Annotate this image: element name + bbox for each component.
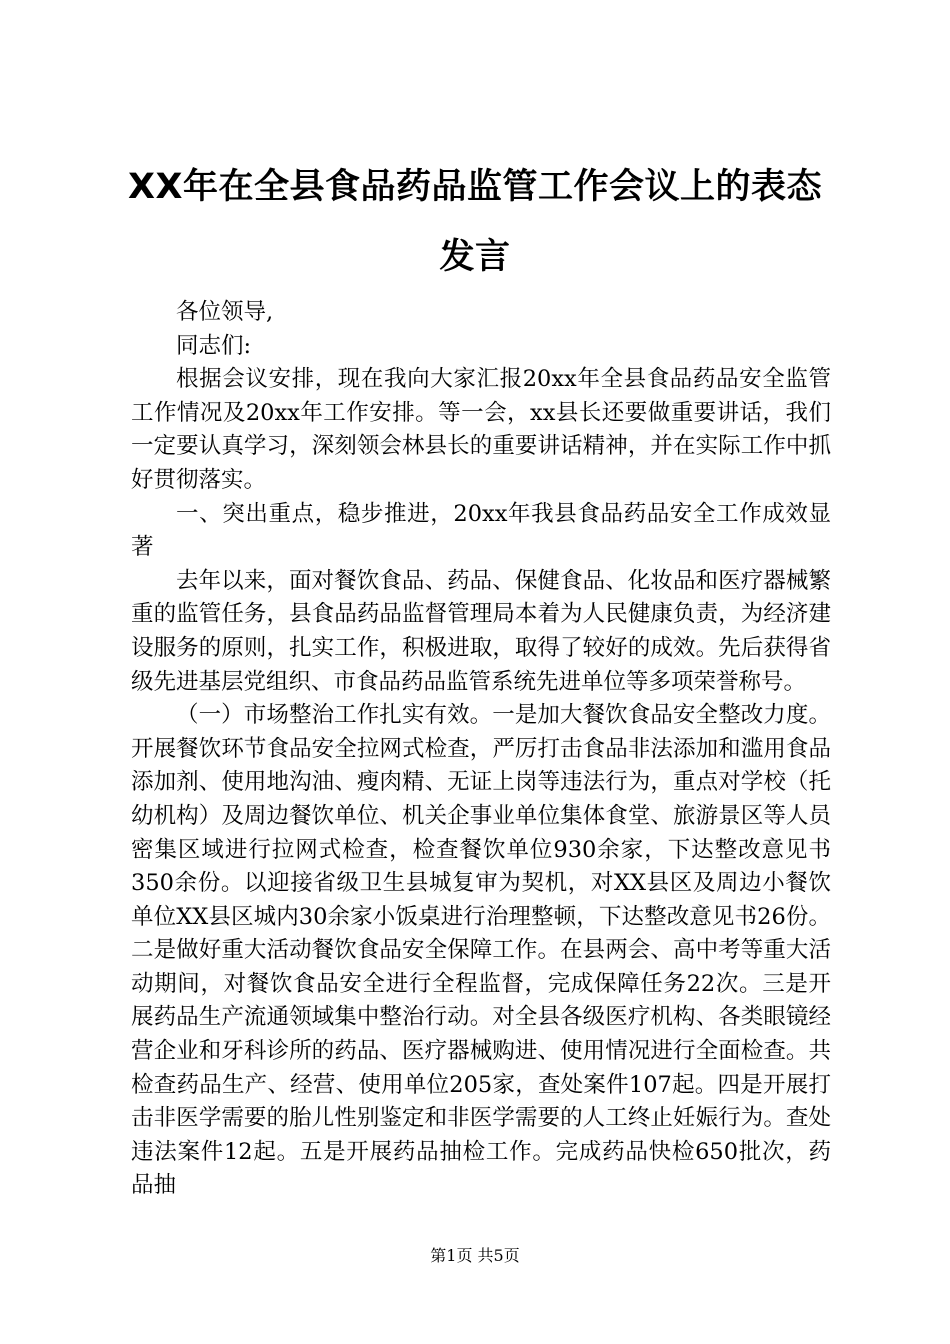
paragraph-overview: 去年以来，面对餐饮食品、药品、保健食品、化妆品和医疗器械繁重的监管任务，县食品药品监督管理局本着为人民健康负责，为经济建设服务的原则，扎实工作，积极进取，取得了较好的成效。先后获得省级先进基层党组织、市食品药品监管系统先进单位等多项荣誉称号。 [131, 567, 831, 695]
title-line-1: XX年在全县食品药品监管工作会议上的表态 [128, 167, 822, 207]
section-heading-1: 一、突出重点，稳步推进，20xx年我县食品药品安全工作成效显著 [131, 500, 831, 561]
title-line-2: 发言 [439, 237, 511, 277]
paragraph-intro: 根据会议安排，现在我向大家汇报20xx年全县食品药品安全监管工作情况及20xx年工作安排。等一会，xx县长还要做重要讲话，我们一定要认真学习，深刻领会林县长的重要讲话精神，并在实际工作中抓好贯彻落实。 [131, 366, 831, 493]
document-body [131, 296, 831, 1203]
paragraph-market-rectification: （一）市场整治工作扎实有效。一是加大餐饮食品安全整改力度。开展餐饮环节食品安全拉网式检查，严厉打击食品非法添加和滥用食品添加剂、使用地沟油、瘦肉精、无证上岗等违法行为，重点对学校（托幼机构）及周边餐饮单位、机关企事业单位集体食堂、旅游景区等人员密集区域进行拉网式检查，检查餐饮单位930余家，下达整改意见书350余份。以迎接省级卫生县城复审为契机，对XX县区及周边小餐饮单位XX县区城内30余家小饭桌进行治理整顿，下达整改意见书26份。二是做好重大活动餐饮食品安全保障工作。在县两会、高中考等重大活动期间，对餐饮食品安全进行全程监督，完成保障任务22次。三是开展药品生产流通领域集中整治行动。对全县各级医疗机构、各类眼镜经营企业和牙科诊所的药品、医疗器械购进、使用情况进行全面检查。共检查药品生产、经营、使用单位205家，查处案件107起。四是开展打击非医学需要的胎儿性别鉴定和非医学需要的人工终止妊娠行为。查处违法案件12起。五是开展药品抽检工作。完成药品快检650批次，药品抽 [131, 702, 831, 1199]
salutation-leaders: 各位领导, [176, 299, 274, 325]
page-footer: 第1页 共5页 [430, 1246, 520, 1265]
document-title [120, 152, 830, 292]
salutation-comrades: 同志们: [176, 332, 252, 359]
